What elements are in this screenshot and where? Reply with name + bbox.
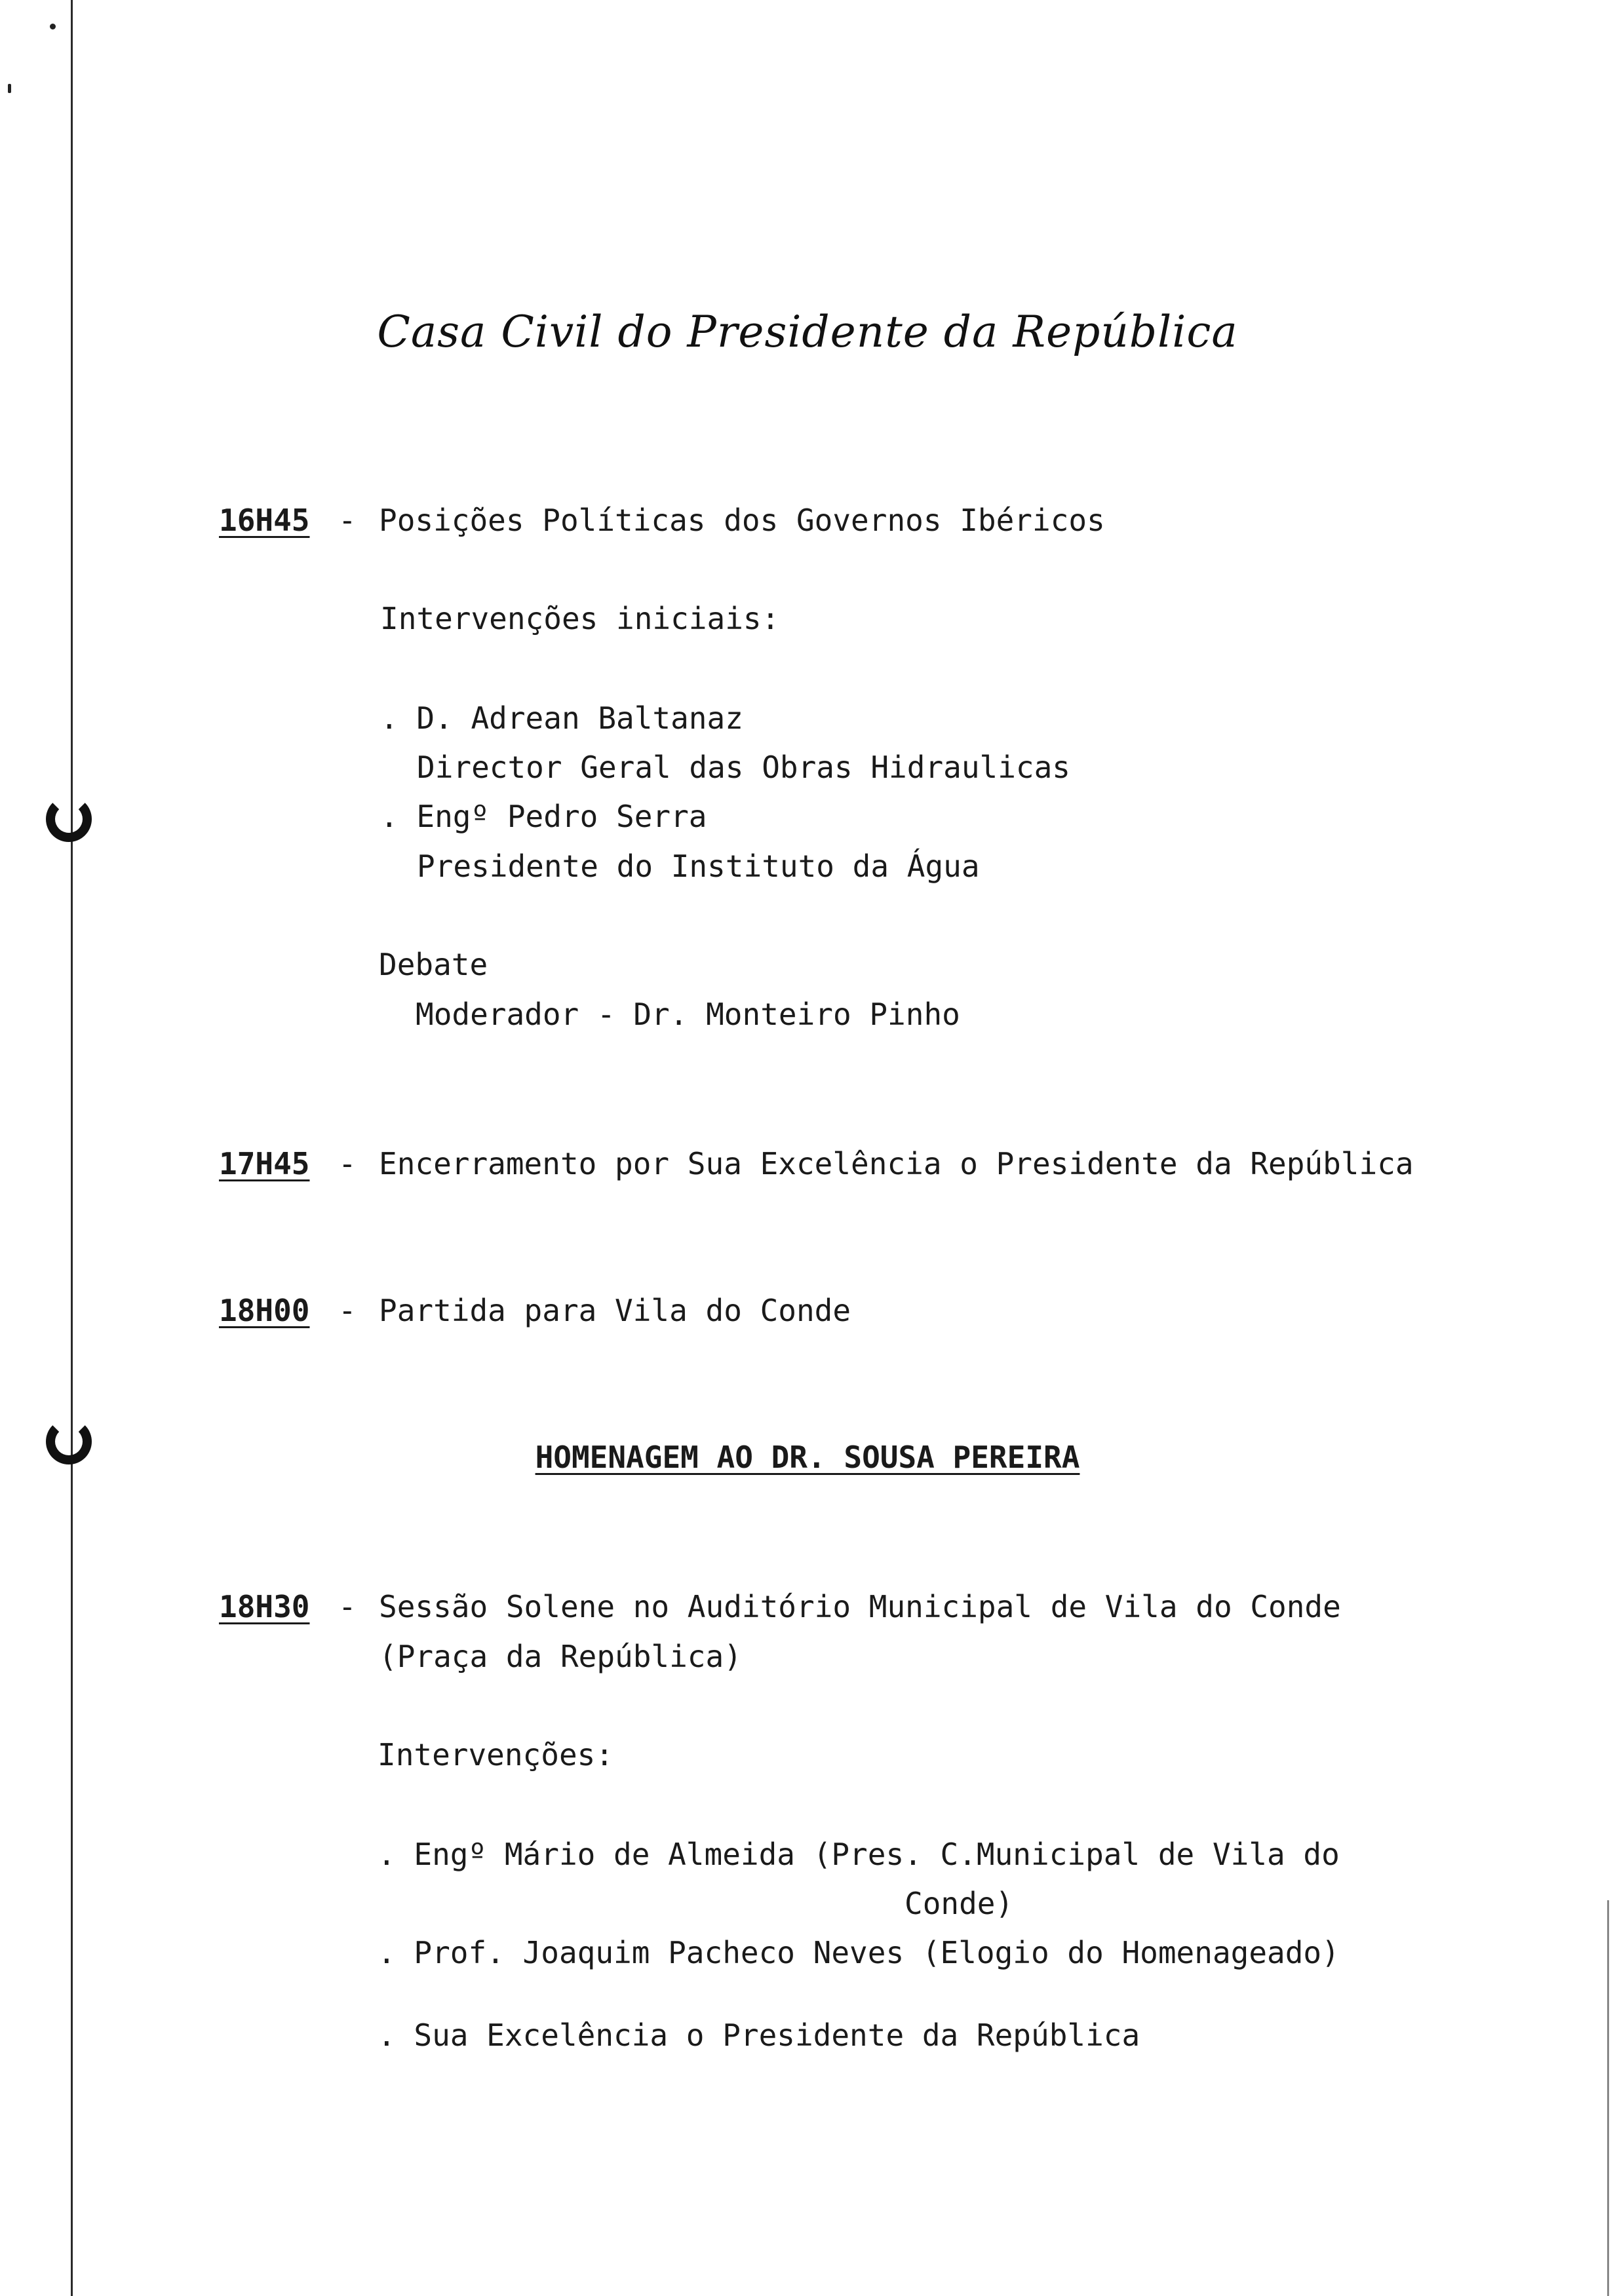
time-separator: - (338, 1589, 357, 1624)
interventions-label: Intervenções iniciais: (380, 601, 780, 636)
section-heading-text: HOMENAGEM AO DR. SOUSA PEREIRA (535, 1440, 1080, 1475)
time-separator: - (338, 1146, 357, 1181)
page-edge-line (1607, 1900, 1609, 2296)
time-separator: - (338, 1293, 357, 1328)
schedule-time: 17H45 (219, 1146, 310, 1181)
intervention-item: . Prof. Joaquim Pacheco Neves (Elogio do Homenageado) (378, 1935, 1340, 1970)
letterhead: Casa Civil do Presidente da República (377, 307, 1238, 357)
punch-hole-mark (46, 796, 92, 842)
intervention-item: . Sua Excelência o Presidente da República (378, 2018, 1140, 2053)
schedule-title: Posições Políticas dos Governos Ibéricos (379, 503, 1105, 538)
schedule-title-continuation: (Praça da República) (379, 1639, 742, 1674)
time-separator: - (338, 503, 357, 538)
schedule-title: Encerramento por Sua Excelência o Presidente da República (379, 1146, 1414, 1181)
intervention-item-continuation: Conde) (905, 1886, 1014, 1921)
schedule-time: 16H45 (219, 503, 310, 538)
schedule-time: 18H00 (219, 1293, 310, 1328)
interventions-label: Intervenções: (378, 1737, 614, 1772)
speaker-name: . D. Adrean Baltanaz (380, 700, 743, 736)
schedule-title: Partida para Vila do Conde (379, 1293, 851, 1328)
scan-speck (50, 24, 56, 29)
schedule-time: 18H30 (219, 1589, 310, 1624)
speaker-role: Director Geral das Obras Hidraulicas (417, 750, 1070, 785)
debate-label: Debate (379, 947, 488, 982)
moderator-line: Moderador - Dr. Monteiro Pinho (416, 997, 960, 1032)
speaker-name: . Engº Pedro Serra (380, 799, 707, 834)
schedule-title: Sessão Solene no Auditório Municipal de Vila do Conde (379, 1589, 1341, 1624)
speaker-role: Presidente do Instituto da Água (417, 849, 980, 884)
scan-speck (8, 84, 11, 93)
intervention-item: . Engº Mário de Almeida (Pres. C.Municipal de Vila do (378, 1837, 1340, 1872)
section-heading (0, 1439, 1615, 1476)
